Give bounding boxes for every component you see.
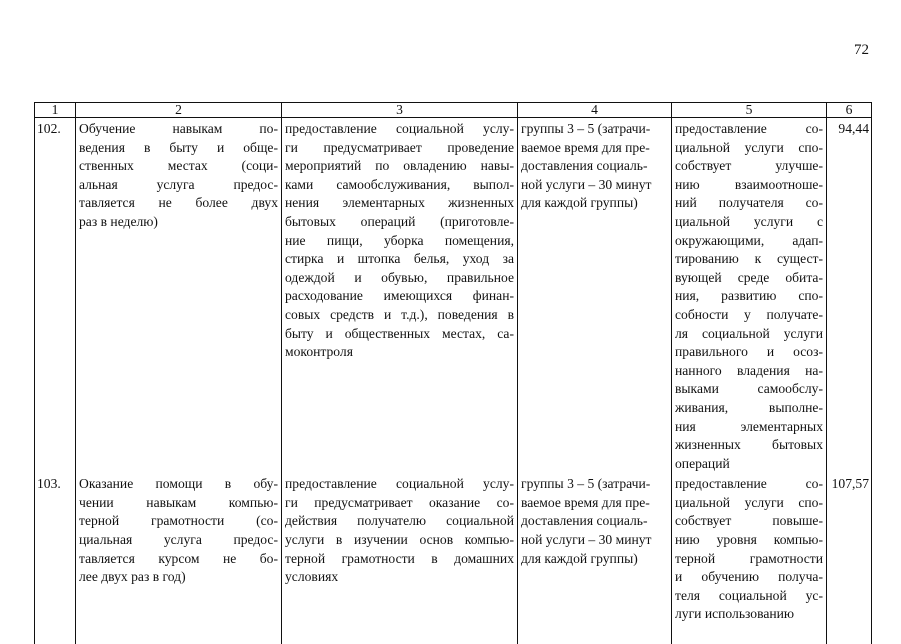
result-line: циальной услуги с: [675, 213, 823, 229]
result-line: ний получателя со-: [675, 195, 823, 211]
time-line: группы 3 – 5 (затрачи-: [521, 476, 651, 492]
service-time: [518, 473, 672, 644]
result-line: живания, выполне-: [675, 399, 823, 415]
column-header: 5: [672, 103, 827, 118]
table-row: [35, 118, 872, 474]
description-line: быту и общественных местах, са-: [285, 325, 514, 341]
result-line: собствует улучше-: [675, 158, 823, 174]
description-line: расходование имеющихся финан-: [285, 288, 514, 304]
description-line: условиях: [285, 569, 339, 585]
description-line: ги предусматривает проведение: [285, 139, 514, 155]
column-header: 2: [76, 103, 282, 118]
result-line: окружающими, адап-: [675, 232, 823, 248]
result-line: терной грамотности: [675, 550, 823, 566]
name-line: ведения в быту и обще-: [79, 139, 278, 155]
result-line: и обучению получа-: [675, 569, 823, 585]
name-line: циальная услуга предос-: [79, 532, 278, 548]
description-line: ние пищи, уборка помещения,: [285, 232, 514, 248]
time-line: ной услуги – 30 минут: [521, 532, 652, 548]
service-price: 107,57: [827, 473, 872, 644]
description-line: моконтроля: [285, 344, 353, 360]
description-line: одеждой и обувью, правильное: [285, 269, 514, 285]
name-line: чении навыкам компью-: [79, 494, 278, 510]
table-row: [35, 473, 872, 644]
name-line: ственных местах (соци-: [79, 158, 278, 174]
service-result: [672, 473, 827, 644]
description-line: ками самообслуживания, выпол-: [285, 176, 514, 192]
row-number: 102.: [35, 118, 76, 474]
name-line: альная услуга предос-: [79, 176, 278, 192]
service-time: [518, 118, 672, 474]
description-line: предоставление социальной услу-: [285, 476, 514, 492]
service-price: 94,44: [827, 118, 872, 474]
name-line: тавляется курсом не бо-: [79, 550, 278, 566]
service-name: [76, 473, 282, 644]
name-line: тавляется не более двух: [79, 195, 278, 211]
description-line: бытовых операций (приготовле-: [285, 213, 514, 229]
description-line: стирка и штопка белья, уход за: [285, 251, 514, 267]
result-line: нанного владения на-: [675, 362, 823, 378]
description-line: мероприятий по овладению навы-: [285, 158, 514, 174]
page-number: 72: [854, 42, 869, 58]
result-line: собствует повыше-: [675, 513, 823, 529]
result-line: ния, развитию спо-: [675, 288, 823, 304]
time-line: для каждой группы): [521, 195, 638, 211]
service-description: [282, 118, 518, 474]
description-line: совых средств и т.д.), поведения в: [285, 306, 514, 322]
time-line: доставления социаль-: [521, 513, 648, 529]
column-header: 6: [827, 103, 872, 118]
result-line: жизненных бытовых: [675, 437, 823, 453]
result-line: правильного и осоз-: [675, 344, 823, 360]
name-line: Оказание помощи в обу-: [79, 476, 278, 492]
description-line: предоставление социальной услу-: [285, 121, 514, 136]
description-line: нения элементарных жизненных: [285, 195, 514, 211]
result-line: выками самообслу-: [675, 381, 823, 397]
description-line: услуги в изучении основ компью-: [285, 532, 514, 548]
description-line: терной грамотности в домашних: [285, 550, 514, 566]
result-line: луги использованию: [675, 606, 795, 622]
result-line: собности у получате-: [675, 306, 823, 322]
result-line: нию уровня компью-: [675, 532, 823, 548]
result-line: ния элементарных: [675, 418, 823, 434]
name-line: лее двух раз в год): [79, 569, 186, 585]
name-line: раз в неделю): [79, 213, 158, 229]
time-line: доставления социаль-: [521, 158, 648, 174]
result-line: операций: [675, 455, 730, 471]
result-line: нию взаимоотноше-: [675, 176, 823, 192]
description-line: действия получателю социальной: [285, 513, 514, 529]
service-result: [672, 118, 827, 474]
name-line: терной грамотности (со-: [79, 513, 278, 529]
table-header-row: [35, 103, 872, 118]
time-line: ной услуги – 30 минут: [521, 176, 652, 192]
result-line: предоставление со-: [675, 121, 823, 136]
column-header: 4: [518, 103, 672, 118]
result-line: предоставление со-: [675, 476, 823, 492]
time-line: ваемое время для пре-: [521, 494, 650, 510]
row-number: 103.: [35, 473, 76, 644]
time-line: для каждой группы): [521, 550, 638, 566]
result-line: вующей среде обита-: [675, 269, 823, 285]
description-line: ги предусматривает оказание со-: [285, 494, 514, 510]
column-header: 3: [282, 103, 518, 118]
name-line: Обучение навыкам по-: [79, 121, 278, 136]
result-line: тированию к сущест-: [675, 251, 823, 267]
time-line: группы 3 – 5 (затрачи-: [521, 121, 651, 136]
column-header: 1: [35, 103, 76, 118]
time-line: ваемое время для пре-: [521, 139, 650, 155]
result-line: циальной услуги спо-: [675, 494, 823, 510]
service-description: [282, 473, 518, 644]
result-line: ля социальной услуги: [675, 325, 823, 341]
result-line: теля социальной ус-: [675, 587, 823, 603]
services-table: [34, 102, 872, 644]
result-line: циальной услуги спо-: [675, 139, 823, 155]
service-name: [76, 118, 282, 474]
